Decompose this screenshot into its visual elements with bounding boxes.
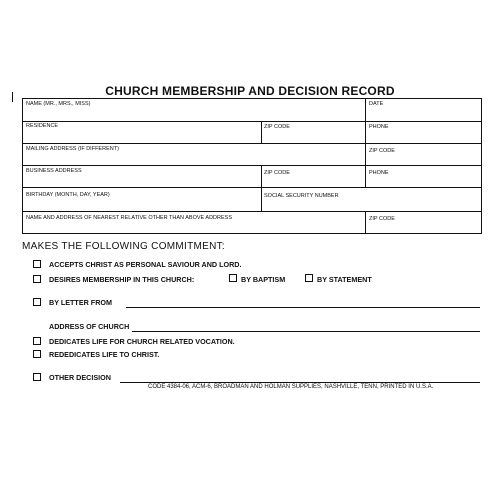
business-address-label: BUSINESS ADDRESS [26,168,82,174]
accepts-checkbox[interactable] [33,260,41,268]
row-divider [23,143,481,144]
mailing-zip-label: ZIP CODE [369,148,395,154]
form-title: CHURCH MEMBERSHIP AND DECISION RECORD [105,84,395,98]
accepts-label: ACCEPTS CHRIST AS PERSONAL SAVIOUR AND LORD. [49,260,242,269]
row-divider [23,211,481,212]
ssn-field-label: SOCIAL SECURITY NUMBER [264,193,339,199]
col-divider [365,99,366,121]
business-phone-label: PHONE [369,170,389,176]
col-divider [365,211,366,233]
date-field-label: DATE [369,101,384,107]
address-of-church-label: ADDRESS OF CHURCH [49,322,130,331]
by-letter-church-line[interactable] [126,307,480,308]
birthday-field-label: BIRTHDAY (MONTH, DAY, YEAR) [26,192,110,198]
desires-membership-label: DESIRES MEMBERSHIP IN THIS CHURCH: [49,275,195,284]
member-info-grid [22,98,482,234]
rededicates-checkbox[interactable] [33,350,41,358]
address-of-church-line[interactable] [132,331,480,332]
by-letter-label: BY LETTER FROM [49,298,112,307]
col-divider [261,121,262,143]
col-divider [365,143,366,165]
name-field-label: NAME (MR., MRS., MISS) [26,101,91,107]
commitment-heading: MAKES THE FOLLOWING COMMITMENT: [22,241,226,252]
relative-field-label: NAME AND ADDRESS OF NEAREST RELATIVE OTHER THAN ABOVE ADDRESS [26,215,232,221]
other-decision-label: OTHER DECISION [49,373,111,382]
row-divider [23,121,481,122]
desires-membership-checkbox[interactable] [33,275,41,283]
dedicates-label: DEDICATES LIFE FOR CHURCH RELATED VOCATION. [49,337,235,346]
business-zip-label: ZIP CODE [264,170,290,176]
dedicates-checkbox[interactable] [33,337,41,345]
other-decision-line[interactable] [120,382,480,383]
residence-zip-label: ZIP CODE [264,124,290,130]
row-divider [23,187,481,188]
by-statement-label: BY STATEMENT [317,275,372,284]
relative-zip-label: ZIP CODE [369,216,395,222]
col-divider [365,165,366,187]
other-decision-checkbox[interactable] [33,373,41,381]
by-baptism-checkbox[interactable] [229,274,237,282]
by-letter-checkbox[interactable] [33,298,41,306]
rededicates-label: REDEDICATES LIFE TO CHRIST. [49,350,160,359]
row-divider [23,165,481,166]
form-code-footer: CODE 4384-06, ACM-6, BROADMAN AND HOLMAN SUPPLIES, NASHVILLE, TENN, PRINTED IN U.S.A. [148,384,434,390]
by-statement-checkbox[interactable] [305,274,313,282]
col-divider [365,121,366,143]
by-baptism-label: BY BAPTISM [241,275,286,284]
residence-phone-label: PHONE [369,124,389,130]
col-divider [261,165,262,187]
residence-field-label: RESIDENCE [26,123,59,129]
col-divider [261,187,262,211]
mailing-address-label: MAILING ADDRESS (IF DIFFERENT) [26,146,119,152]
